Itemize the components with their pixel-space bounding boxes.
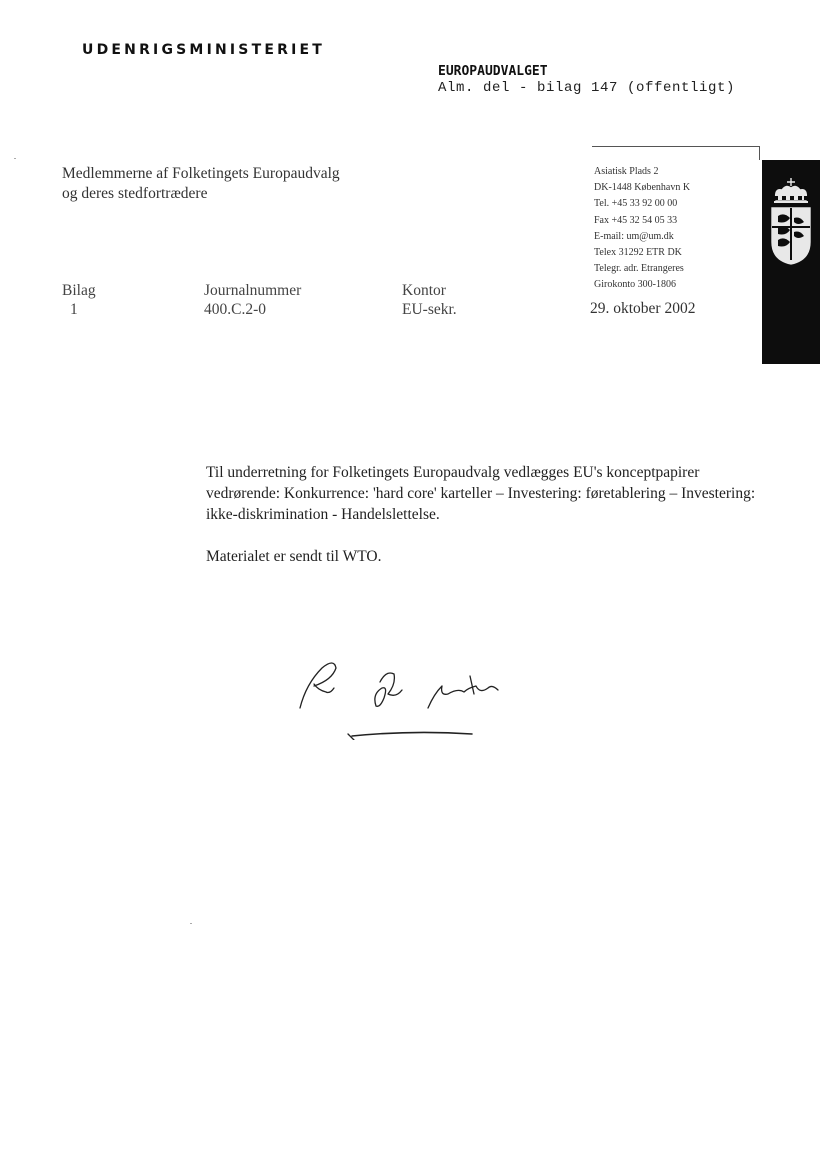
recipient-line-1: Medlemmerne af Folketingets Europaudvalg [62, 165, 340, 182]
body-paragraph-1: Til underretning for Folketingets Europaudvalg vedlægges EU's konceptpapirer vedrørende: Konkurrence: 'hard core' karteller – Investering: føretablering – Investering: ikke-diskrimination - Handelslettelse. [206, 464, 756, 523]
committee-stamp: EUROPAUDVALGET [438, 64, 548, 79]
address-rule [592, 146, 760, 147]
journal-value: 400.C.2-0 [204, 301, 266, 318]
address-telex: Telex 31292 ETR DK [594, 247, 682, 259]
handwritten-signature [292, 654, 512, 740]
journal-label: Journalnummer [204, 282, 302, 299]
letter-date: 29. oktober 2002 [590, 300, 696, 317]
bilag-value: 1 [70, 301, 78, 318]
crest-icon [768, 176, 814, 284]
recipient-block [62, 164, 340, 204]
scan-speck [190, 923, 192, 924]
bilag-label: Bilag [62, 282, 96, 299]
address-email: E-mail: um@um.dk [594, 230, 674, 242]
address-rule-tick [759, 146, 760, 160]
scan-speck [14, 158, 16, 159]
annex-reference: Alm. del - bilag 147 (offentligt) [438, 80, 736, 96]
office-label: Kontor [402, 282, 446, 299]
address-fax: Fax +45 32 54 05 33 [594, 214, 678, 226]
recipient-line-2: og deres stedfortrædere [62, 185, 208, 202]
office-value: EU-sekr. [402, 301, 457, 318]
sender-address-block [594, 164, 690, 294]
address-giro: Girokonto 300-1806 [594, 279, 676, 291]
ministry-name: UDENRIGSMINISTERIET [82, 42, 325, 58]
address-tel: Tel. +45 33 92 00 00 [594, 198, 678, 210]
letter-body [206, 462, 766, 588]
body-paragraph-2: Materialet er sendt til WTO. [206, 548, 382, 565]
address-telegram: Telegr. adr. Etrangeres [594, 263, 684, 275]
address-street: Asiatisk Plads 2 [594, 166, 659, 177]
address-city: DK-1448 København K [594, 182, 691, 194]
